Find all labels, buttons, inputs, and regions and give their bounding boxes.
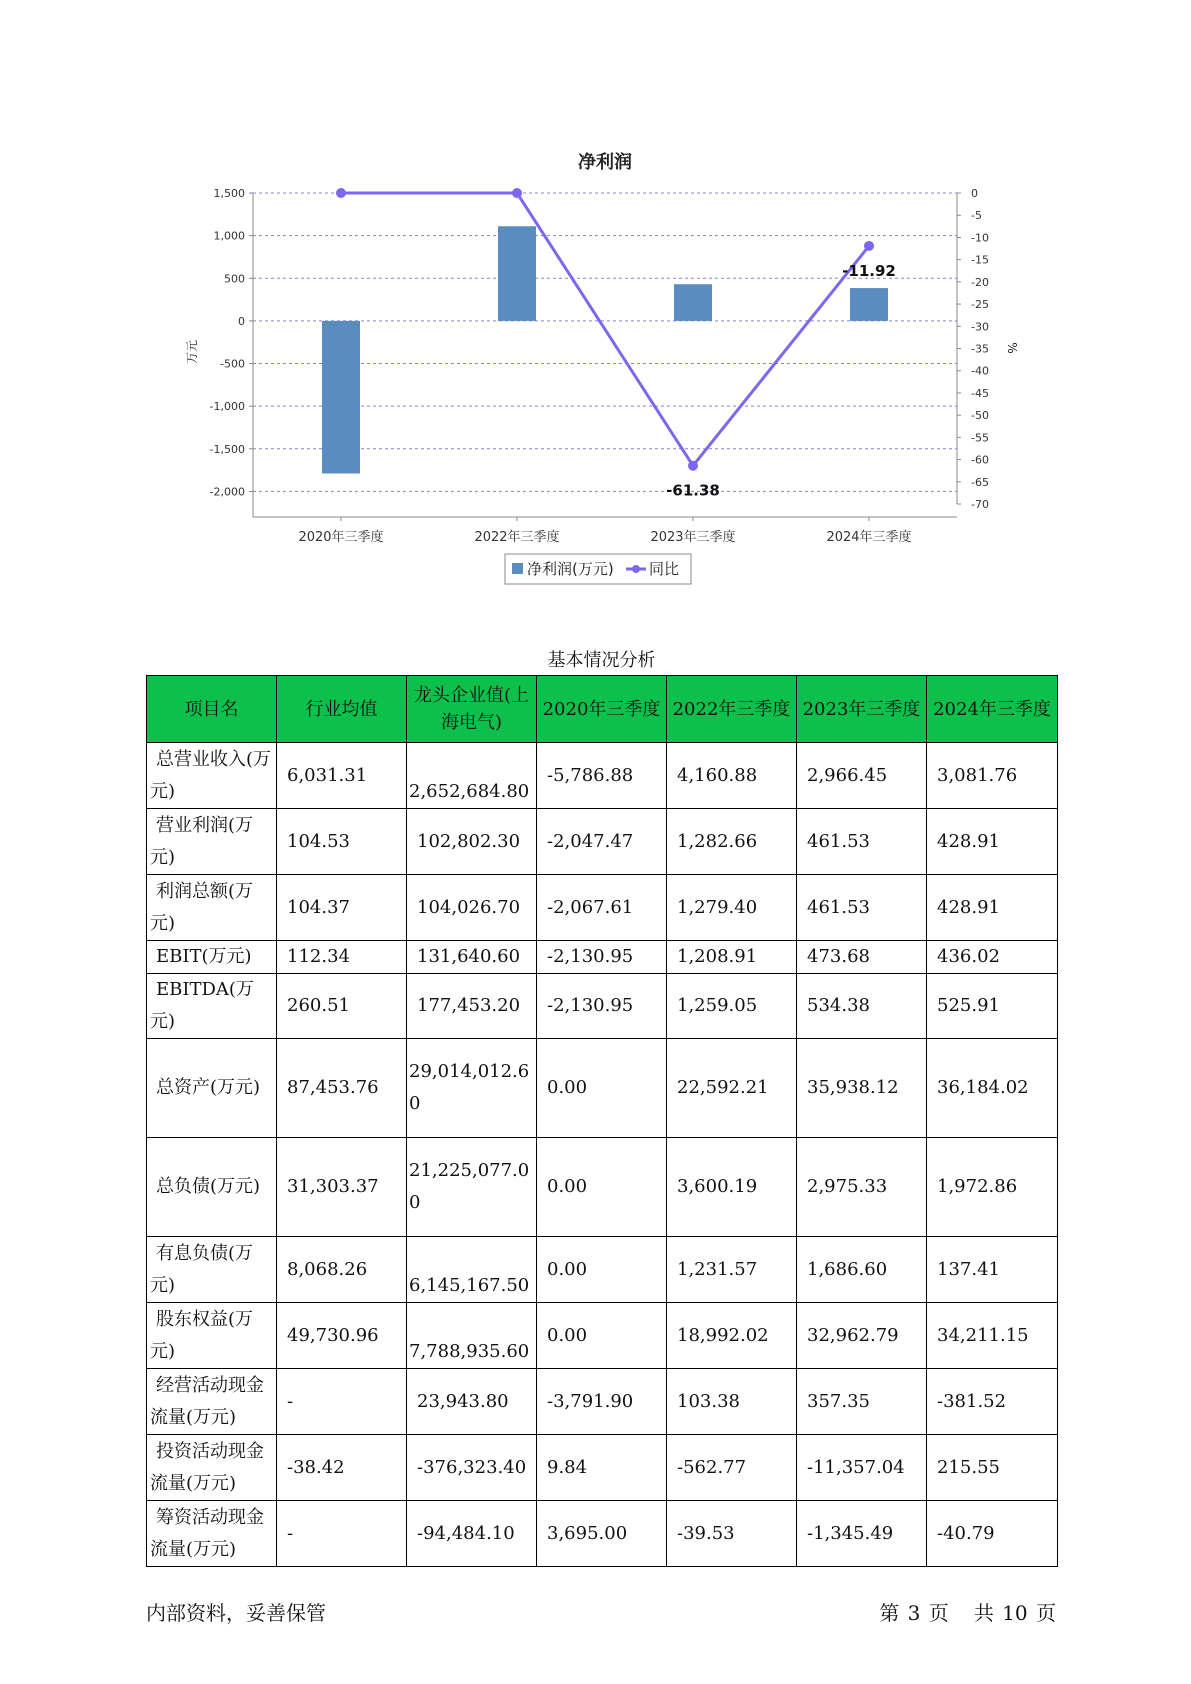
table-cell: - [277, 1501, 407, 1567]
row-label: 筹资活动现金流量(万元) [147, 1501, 277, 1567]
yoy-line [341, 193, 869, 466]
bar [674, 284, 712, 321]
table-cell: -1,345.49 [797, 1501, 927, 1567]
table-row [147, 809, 1058, 875]
header-2023q3: 2023年三季度 [797, 676, 927, 743]
table-cell: 6,145,167.50 [407, 1237, 537, 1303]
y-tick-label: 1,000 [213, 229, 245, 243]
table-cell: 461.53 [797, 809, 927, 875]
header-industry-avg: 行业均值 [277, 676, 407, 743]
y2-tick-label: -40 [971, 364, 989, 378]
table-cell: -39.53 [667, 1501, 797, 1567]
table-cell: 2,652,684.80 [407, 743, 537, 809]
row-label: 总营业收入(万元) [147, 743, 277, 809]
table-row [147, 1369, 1058, 1435]
row-label: 投资活动现金流量(万元) [147, 1435, 277, 1501]
table-cell: -2,130.95 [537, 941, 667, 974]
table-cell: 6,031.31 [277, 743, 407, 809]
table-cell: 461.53 [797, 875, 927, 941]
y-axis-label: 万元 [185, 339, 199, 365]
legend-line-label: 同比 [649, 560, 680, 578]
footer-page-number: 第 3 页 共 10 页 [879, 1601, 1056, 1625]
data-label: -11.92 [842, 261, 896, 280]
row-label: 经营活动现金流量(万元) [147, 1369, 277, 1435]
table-cell: -562.77 [667, 1435, 797, 1501]
y2-tick-label: -25 [971, 298, 989, 312]
x-tick-label: 2024年三季度 [826, 530, 912, 545]
row-label: 股东权益(万元) [147, 1303, 277, 1369]
x-tick-label: 2022年三季度 [474, 530, 560, 545]
row-label: EBITDA(万元) [147, 974, 277, 1039]
table-cell: 22,592.21 [667, 1039, 797, 1138]
x-tick-label: 2023年三季度 [650, 530, 736, 545]
table-cell: -5,786.88 [537, 743, 667, 809]
table-cell: 102,802.30 [407, 809, 537, 875]
legend-bar-label: 净利润(万元) [527, 560, 614, 578]
table-cell: 18,992.02 [667, 1303, 797, 1369]
header-2024q3: 2024年三季度 [927, 676, 1058, 743]
table-cell: 1,208.91 [667, 941, 797, 974]
y2-tick-label: -30 [971, 320, 989, 334]
table-cell: 4,160.88 [667, 743, 797, 809]
row-label: 有息负债(万元) [147, 1237, 277, 1303]
table-row [147, 1501, 1058, 1567]
table-row [147, 1435, 1058, 1501]
y-tick-label: 0 [238, 314, 245, 328]
table-cell: 260.51 [277, 974, 407, 1039]
table-cell: 34,211.15 [927, 1303, 1058, 1369]
table-cell: 428.91 [927, 875, 1058, 941]
table-cell: -381.52 [927, 1369, 1058, 1435]
table-cell: 131,640.60 [407, 941, 537, 974]
basic-analysis-table [146, 675, 1058, 1567]
table-cell: 29,014,012.60 [407, 1039, 537, 1138]
table-row [147, 974, 1058, 1039]
table-cell: 2,975.33 [797, 1138, 927, 1237]
table-cell: - [277, 1369, 407, 1435]
table-cell: 1,279.40 [667, 875, 797, 941]
table-cell: 7,788,935.60 [407, 1303, 537, 1369]
table-cell: -376,323.40 [407, 1435, 537, 1501]
y2-tick-label: -15 [971, 253, 989, 267]
net-profit-chart [0, 0, 1191, 600]
table-cell: 3,600.19 [667, 1138, 797, 1237]
row-label: EBIT(万元) [147, 941, 277, 974]
table-cell: 0.00 [537, 1237, 667, 1303]
table-cell: 0.00 [537, 1039, 667, 1138]
table-cell: 104.53 [277, 809, 407, 875]
y-tick-label: -1,000 [209, 400, 245, 414]
data-label: -61.38 [666, 481, 720, 500]
table-cell: 215.55 [927, 1435, 1058, 1501]
bar [850, 288, 888, 321]
row-label: 利润总额(万元) [147, 875, 277, 941]
yoy-point [864, 241, 874, 251]
table-cell: 104.37 [277, 875, 407, 941]
table-cell: 2,966.45 [797, 743, 927, 809]
table-cell: 436.02 [927, 941, 1058, 974]
table-cell: 1,686.60 [797, 1237, 927, 1303]
y-tick-label: 500 [224, 272, 245, 286]
table-cell: 1,282.66 [667, 809, 797, 875]
legend-bar-swatch [512, 563, 523, 574]
table-cell: -94,484.10 [407, 1501, 537, 1567]
bar [322, 321, 360, 474]
table-title: 基本情况分析 [547, 650, 656, 671]
table-cell: 112.34 [277, 941, 407, 974]
table-row [147, 743, 1058, 809]
table-cell: -38.42 [277, 1435, 407, 1501]
table-cell: -40.79 [927, 1501, 1058, 1567]
row-label: 总负债(万元) [147, 1138, 277, 1237]
y-tick-label: -2,000 [209, 485, 245, 499]
table-cell: 428.91 [927, 809, 1058, 875]
header-2020q3: 2020年三季度 [537, 676, 667, 743]
y2-tick-label: -10 [971, 231, 989, 245]
y2-tick-label: -20 [971, 275, 989, 289]
table-cell: 32,962.79 [797, 1303, 927, 1369]
yoy-point [688, 461, 698, 471]
x-tick-label: 2020年三季度 [298, 530, 384, 545]
chart-title: 净利润 [578, 152, 632, 173]
table-cell: -2,130.95 [537, 974, 667, 1039]
footer-confidential: 内部资料，妥善保管 [146, 1601, 326, 1625]
header-2022q3: 2022年三季度 [667, 676, 797, 743]
table-cell: 9.84 [537, 1435, 667, 1501]
y2-tick-label: -35 [971, 342, 989, 356]
y-tick-label: 1,500 [213, 187, 245, 200]
row-label: 总资产(万元) [147, 1039, 277, 1138]
table-cell: 31,303.37 [277, 1138, 407, 1237]
table-cell: 3,695.00 [537, 1501, 667, 1567]
table-cell: 534.38 [797, 974, 927, 1039]
y2-tick-label: -50 [971, 409, 989, 423]
y2-tick-label: -5 [971, 209, 982, 223]
table-cell: -11,357.04 [797, 1435, 927, 1501]
table-cell: 104,026.70 [407, 875, 537, 941]
y2-tick-label: -45 [971, 386, 989, 400]
table-cell: 23,943.80 [407, 1369, 537, 1435]
yoy-point [336, 188, 346, 198]
y2-tick-label: -60 [971, 453, 989, 467]
table-cell: -3,791.90 [537, 1369, 667, 1435]
y2-tick-label: -65 [971, 475, 989, 489]
row-label: 营业利润(万元) [147, 809, 277, 875]
table-cell: 0.00 [537, 1303, 667, 1369]
table-cell: 3,081.76 [927, 743, 1058, 809]
table-header-row [147, 676, 1058, 743]
table-cell: 525.91 [927, 974, 1058, 1039]
table-cell: 1,259.05 [667, 974, 797, 1039]
legend-line-marker [632, 565, 640, 573]
y2-tick-label: 0 [971, 187, 978, 200]
table-cell: 49,730.96 [277, 1303, 407, 1369]
table-cell: -2,047.47 [537, 809, 667, 875]
header-item-name: 项目名 [147, 676, 277, 743]
y-tick-label: -1,500 [209, 442, 245, 456]
y2-tick-label: -55 [971, 431, 989, 445]
table-cell: 1,972.86 [927, 1138, 1058, 1237]
table-cell: 137.41 [927, 1237, 1058, 1303]
table-cell: 473.68 [797, 941, 927, 974]
table-cell: 177,453.20 [407, 974, 537, 1039]
table-row [147, 875, 1058, 941]
table-row [147, 1138, 1058, 1237]
table-row [147, 941, 1058, 974]
y-tick-label: -500 [220, 357, 245, 371]
header-leader-value: 龙头企业值(上海电气) [407, 676, 537, 743]
table-cell: 87,453.76 [277, 1039, 407, 1138]
table-row [147, 1237, 1058, 1303]
bar [498, 226, 536, 321]
table-row [147, 1039, 1058, 1138]
table-cell: 103.38 [667, 1369, 797, 1435]
y2-tick-label: -70 [971, 498, 989, 511]
table-cell: -2,067.61 [537, 875, 667, 941]
table-cell: 8,068.26 [277, 1237, 407, 1303]
table-cell: 1,231.57 [667, 1237, 797, 1303]
yoy-point [512, 188, 522, 198]
table-cell: 36,184.02 [927, 1039, 1058, 1138]
table-cell: 21,225,077.00 [407, 1138, 537, 1237]
y2-axis-label: % [1005, 342, 1019, 354]
table-cell: 357.35 [797, 1369, 927, 1435]
table-cell: 0.00 [537, 1138, 667, 1237]
table-row [147, 1303, 1058, 1369]
table-cell: 35,938.12 [797, 1039, 927, 1138]
